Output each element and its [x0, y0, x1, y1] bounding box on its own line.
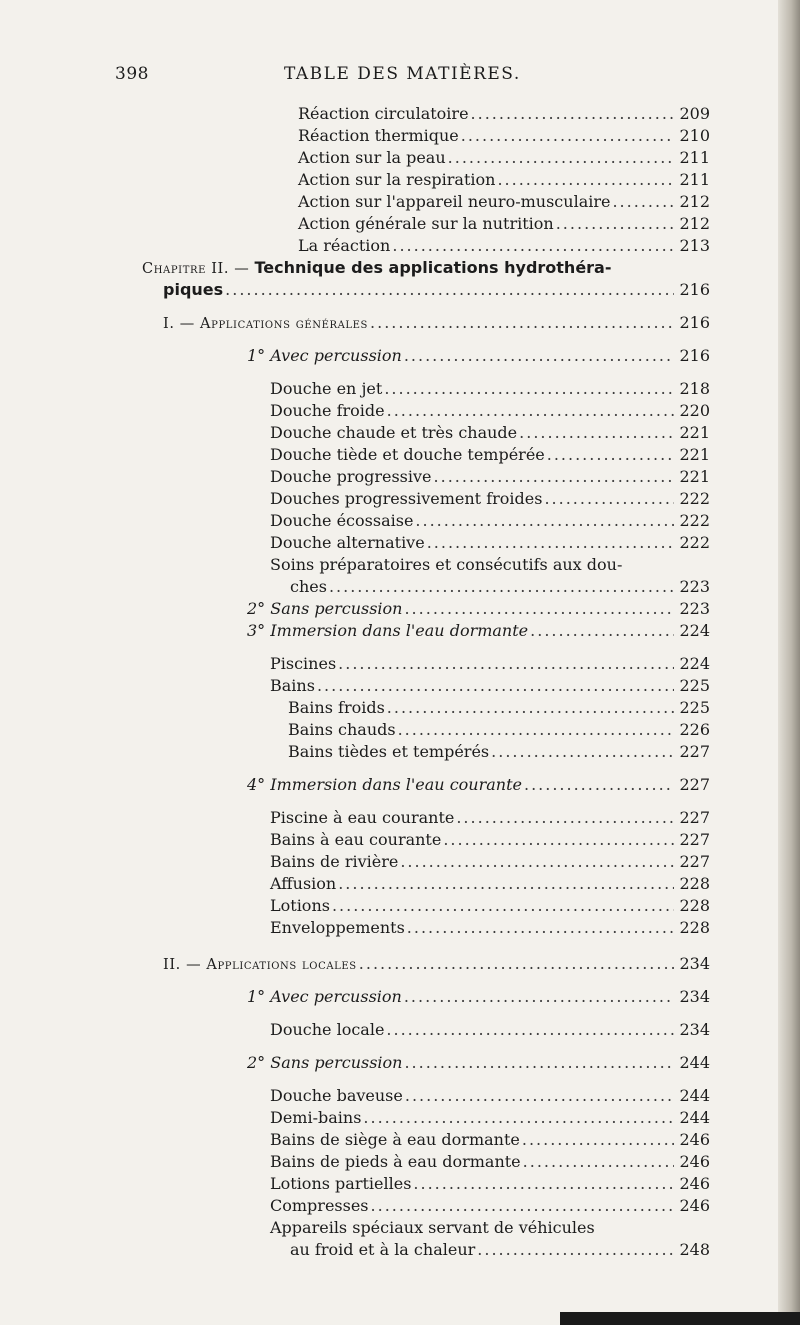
toc-entry: Affusion ..... 228: [0, 874, 800, 896]
toc-page-number: 221: [679, 445, 710, 464]
toc-page-number: 246: [679, 1130, 710, 1149]
toc-entry: Action générale sur la nutrition ..... 212: [0, 214, 800, 236]
leader-dots: [404, 1053, 674, 1072]
toc-entry: Douche froide ..... 220: [0, 401, 800, 423]
toc-group-douches: [0, 379, 800, 599]
toc-entry-line2: au froid et à la chaleur ..... 248: [0, 1240, 800, 1262]
toc-entry: Douche écossaise ..... 222: [0, 511, 800, 533]
leader-dots: [371, 1196, 674, 1215]
leader-dots: [332, 896, 674, 915]
toc-entry: Douches progressivement froides ..... 222: [0, 489, 800, 511]
subsection-heading: 1° Avec percussion ..... 216: [0, 346, 800, 368]
toc-entry: Demi-bains ..... 244: [0, 1108, 800, 1130]
toc-page-number: 222: [679, 511, 710, 530]
leader-dots: [392, 236, 674, 255]
leader-dots: [338, 654, 674, 673]
leader-dots: [404, 346, 674, 365]
toc-page-number: 246: [679, 1152, 710, 1171]
toc-page-number: 222: [679, 489, 710, 508]
toc-entry: Lotions ..... 228: [0, 896, 800, 918]
subsection-heading: 1° Avec percussion ..... 234: [0, 987, 800, 1009]
toc-group-bains: [0, 654, 800, 764]
toc-page-number: 223: [679, 577, 710, 596]
toc-entry-line1: Soins préparatoires et consécutifs aux dou-: [270, 555, 623, 574]
toc-page-number: 246: [679, 1196, 710, 1215]
toc-group-eau-courante: [0, 808, 800, 940]
toc-entry: Douche progressive ..... 221: [0, 467, 800, 489]
toc-group-reactions: [0, 104, 800, 258]
leader-dots: [398, 720, 674, 739]
leader-dots: [400, 852, 674, 871]
toc-page-number: 246: [679, 1174, 710, 1193]
toc-page-number: 213: [679, 236, 710, 255]
leader-dots: [524, 775, 674, 794]
toc-page-number: 248: [679, 1240, 710, 1259]
toc-page-number: 234: [679, 954, 710, 973]
leader-dots: [404, 599, 674, 618]
toc-page-number: 227: [679, 742, 710, 761]
toc-entry-line1: Appareils spéciaux servant de véhicules: [270, 1218, 595, 1237]
toc-page-number: 244: [679, 1053, 710, 1072]
toc-entry: Douche alternative ..... 222: [0, 533, 800, 555]
toc-page-number: 227: [679, 775, 710, 794]
toc-entry: Action sur la respiration ..... 211: [0, 170, 800, 192]
page-number: 398: [115, 64, 149, 84]
toc-page-number: 218: [679, 379, 710, 398]
toc-page-number: 209: [679, 104, 710, 123]
toc-entry: Douche baveuse ..... 244: [0, 1086, 800, 1108]
toc-page-number: 225: [679, 676, 710, 695]
toc-page-number: 234: [679, 1020, 710, 1039]
toc-page-number: 211: [679, 170, 710, 189]
subsection-heading: 3° Immersion dans l'eau dormante ..... 224: [0, 621, 800, 643]
toc-entry: Réaction circulatoire ..... 209: [0, 104, 800, 126]
toc-entry: Douche en jet ..... 218: [0, 379, 800, 401]
leader-dots: [434, 467, 674, 486]
leader-dots: [427, 533, 674, 552]
toc-entry: Douche tiède et douche tempérée ..... 221: [0, 445, 800, 467]
leader-dots: [317, 676, 674, 695]
toc-entry: Bains à eau courante ..... 227: [0, 830, 800, 852]
toc-page-number: 216: [679, 346, 710, 365]
leader-dots: [338, 874, 674, 893]
toc-page-number: 212: [679, 192, 710, 211]
leader-dots: [477, 1240, 674, 1259]
chapter-number: Chapitre II. —: [142, 261, 250, 277]
leader-dots: [522, 1130, 674, 1149]
toc-page-number: 228: [679, 918, 710, 937]
section-heading: I. — Applications générales ..... 216: [0, 313, 800, 335]
toc-entry: Bains de rivière ..... 227: [0, 852, 800, 874]
leader-dots: [404, 987, 674, 1006]
leader-dots: [387, 698, 674, 717]
toc-entry: La réaction ..... 213: [0, 236, 800, 258]
toc-page-number: 222: [679, 533, 710, 552]
leader-dots: [612, 192, 674, 211]
toc-page-number: 210: [679, 126, 710, 145]
toc-page-number: 221: [679, 467, 710, 486]
running-title: TABLE DES MATIÈRES.: [284, 64, 521, 84]
toc-page-number: 224: [679, 654, 710, 673]
toc-page-number: 227: [679, 808, 710, 827]
leader-dots: [413, 1174, 674, 1193]
toc-entry: Lotions partielles ..... 246: [0, 1174, 800, 1196]
toc-page-number: 212: [679, 214, 710, 233]
toc-entry: Piscines ..... 224: [0, 654, 800, 676]
toc-page-number: 223: [679, 599, 710, 618]
leader-dots: [448, 148, 674, 167]
toc-entry: Bains de siège à eau dormante ..... 246: [0, 1130, 800, 1152]
leader-dots: [363, 1108, 674, 1127]
toc-entry: Bains de pieds à eau dormante ..... 246: [0, 1152, 800, 1174]
chapter-heading-line1: [0, 258, 800, 280]
toc-page-number: 244: [679, 1108, 710, 1127]
leader-dots: [530, 621, 674, 640]
leader-dots: [497, 170, 674, 189]
leader-dots: [384, 379, 674, 398]
subsection-heading: 2° Sans percussion ..... 223: [0, 599, 800, 621]
leader-dots: [405, 1086, 674, 1105]
toc-page-number: 224: [679, 621, 710, 640]
toc-entry: Enveloppements ..... 228: [0, 918, 800, 940]
table-of-contents: [0, 104, 800, 1262]
leader-dots: [471, 104, 674, 123]
leader-dots: [547, 445, 674, 464]
leader-dots: [544, 489, 674, 508]
toc-entry: Bains tièdes et tempérés ..... 227: [0, 742, 800, 764]
toc-page-number: 244: [679, 1086, 710, 1105]
leader-dots: [329, 577, 674, 596]
leader-dots: [461, 126, 674, 145]
toc-entry-line2: ches ..... 223: [0, 577, 800, 599]
toc-page-number: 228: [679, 896, 710, 915]
toc-page-number: 228: [679, 874, 710, 893]
scan-bottom-bar: [560, 1312, 800, 1325]
leader-dots: [523, 1152, 674, 1171]
toc-entry: Compresses ..... 246: [0, 1196, 800, 1218]
toc-entry: Bains chauds ..... 226: [0, 720, 800, 742]
toc-entry: Action sur l'appareil neuro-musculaire ..... 212: [0, 192, 800, 214]
toc-page-number: 225: [679, 698, 710, 717]
toc-page-number: 211: [679, 148, 710, 167]
leader-dots: [407, 918, 674, 937]
toc-page-number: 226: [679, 720, 710, 739]
toc-page-number: 221: [679, 423, 710, 442]
toc-entry: Douche chaude et très chaude ..... 221: [0, 423, 800, 445]
leader-dots: [225, 280, 674, 299]
subsection-heading: 2° Sans percussion ..... 244: [0, 1053, 800, 1075]
toc-entry: Piscine à eau courante ..... 227: [0, 808, 800, 830]
chapter-heading-line2: piques ..... 216: [0, 280, 800, 302]
toc-page-number: 220: [679, 401, 710, 420]
subsection-heading: 4° Immersion dans l'eau courante ..... 227: [0, 775, 800, 797]
leader-dots: [415, 511, 674, 530]
chapter-title: Technique des applications hydrothéra-: [254, 258, 612, 277]
leader-dots: [519, 423, 674, 442]
toc-entry: Douche locale ..... 234: [0, 1020, 800, 1042]
toc-group-locales: [0, 1086, 800, 1262]
toc-page-number: 227: [679, 830, 710, 849]
page-header: [0, 64, 800, 92]
leader-dots: [359, 954, 674, 973]
toc-entry: Action sur la peau ..... 211: [0, 148, 800, 170]
toc-page-number: 234: [679, 987, 710, 1006]
leader-dots: [456, 808, 674, 827]
leader-dots: [386, 1020, 674, 1039]
leader-dots: [556, 214, 674, 233]
section-heading: II. — Applications locales ..... 234: [0, 954, 800, 976]
leader-dots: [387, 401, 674, 420]
leader-dots: [443, 830, 674, 849]
toc-page-number: 216: [679, 313, 710, 332]
leader-dots: [491, 742, 674, 761]
toc-entry: Bains froids ..... 225: [0, 698, 800, 720]
toc-page-number: 216: [679, 280, 710, 299]
leader-dots: [370, 313, 674, 332]
toc-entry: Réaction thermique ..... 210: [0, 126, 800, 148]
toc-entry: Bains ..... 225: [0, 676, 800, 698]
toc-page-number: 227: [679, 852, 710, 871]
